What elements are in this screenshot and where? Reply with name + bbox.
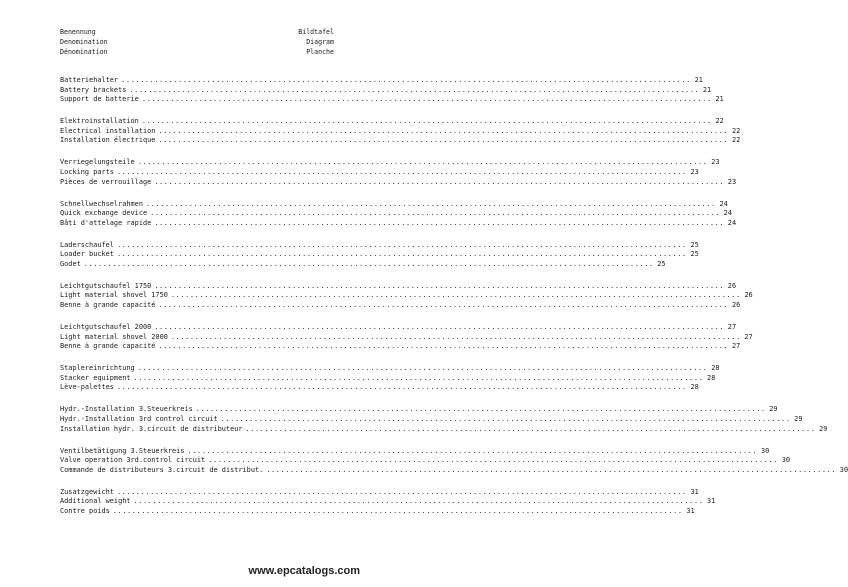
header-row <box>60 27 334 37</box>
toc-entry <box>60 199 728 210</box>
toc-entry <box>60 240 699 251</box>
entry-page-number: 28 <box>707 373 716 382</box>
dot-leader: ........................................................................................................................ <box>145 199 716 208</box>
toc-entry <box>60 301 741 311</box>
toc-entry <box>60 177 737 188</box>
toc-entry <box>60 424 828 435</box>
toc-entry <box>60 497 716 507</box>
header-label: Denomination <box>60 38 108 46</box>
entry-title: Installation hydr. 3.circuit de distributeur <box>60 424 243 433</box>
entry-page-number: 22 <box>715 117 724 126</box>
toc-entry <box>60 506 695 517</box>
entry-page-number: 31 <box>686 506 695 515</box>
watermark-text: www.epcatalogs.com <box>248 565 360 577</box>
toc-section <box>60 158 737 187</box>
entry-title: Support de batterie <box>60 95 139 104</box>
dot-leader: ........................................................................................................................ <box>154 323 725 332</box>
entry-title: Hydr.-Installation 3rd control circuit <box>60 414 218 423</box>
header-column-label: Bildtafel <box>298 28 334 36</box>
entry-page-number: 23 <box>690 167 699 176</box>
entry-page-number: 22 <box>731 126 741 135</box>
toc-section <box>60 487 716 517</box>
dot-leader: ........................................................................................................................ <box>129 85 700 94</box>
entry-title: Contre poids <box>60 506 110 515</box>
entry-page-number: 30 <box>760 446 770 455</box>
entry-page-number: 26 <box>744 291 753 300</box>
entry-title: Benne à grande capacité <box>60 301 156 310</box>
toc-entry <box>60 414 803 425</box>
entry-title: Hydr.-Installation 3.Steuerkreis <box>60 405 193 414</box>
dot-leader: ........................................................................................................................ <box>158 136 729 145</box>
toc-entry <box>60 250 699 260</box>
dot-leader: ........................................................................................................................ <box>121 76 691 84</box>
dot-leader: ........................................................................................................................ <box>154 218 725 227</box>
dot-leader: ........................................................................................................................ <box>208 456 779 465</box>
entry-title: Pièces de verrouillage <box>60 177 152 186</box>
dot-leader: ........................................................................................................................ <box>154 177 725 186</box>
toc-section <box>60 117 741 146</box>
dot-leader: ........................................................................................................................ <box>154 281 725 290</box>
dot-leader: ........................................................................................................................ <box>158 342 729 351</box>
dot-leader: ........................................................................................................................ <box>266 465 837 474</box>
entry-title: Godet <box>60 259 81 268</box>
dot-leader: ........................................................................................................................ <box>170 332 741 341</box>
dot-leader: ........................................................................................................................ <box>83 259 654 268</box>
entry-title: Valve operation 3rd.control circuit <box>60 456 206 465</box>
table-of-contents <box>60 76 848 529</box>
entry-title: Light material shovel 2000 <box>60 332 168 341</box>
dot-leader: ........................................................................................................................ <box>187 446 758 455</box>
dot-leader: ........................................................................................................................ <box>141 117 712 126</box>
dot-leader: ........................................................................................................................ <box>220 414 791 423</box>
toc-section <box>60 364 720 393</box>
entry-page-number: 26 <box>727 281 737 290</box>
entry-title: Loader bucket <box>60 250 114 259</box>
toc-entry <box>60 342 741 352</box>
entry-page-number: 31 <box>690 487 699 496</box>
entry-title: Ventilbetätigung 3.Steuerkreis <box>60 446 185 455</box>
entry-page-number: 23 <box>711 158 720 167</box>
entry-title: Leichtgutschaufel 1750 <box>60 281 152 290</box>
entry-page-number: 28 <box>711 364 720 373</box>
entry-page-number: 25 <box>657 259 666 268</box>
toc-section <box>60 199 737 229</box>
header-label: Benennung <box>60 28 96 36</box>
entry-title: Verriegelungsteile <box>60 158 135 167</box>
toc-entry <box>60 405 778 415</box>
toc-entry <box>60 95 724 105</box>
dot-leader: ........................................................................................................................ <box>133 497 704 506</box>
toc-entry <box>60 332 753 343</box>
entry-page-number: 28 <box>690 383 699 392</box>
toc-section <box>60 323 753 352</box>
entry-title: Locking parts <box>60 167 114 176</box>
entry-title: Installation électrique <box>60 136 156 145</box>
entry-title: Lève-palettes <box>60 383 114 392</box>
dot-leader: ........................................................................................................................ <box>116 250 687 259</box>
toc-section <box>60 405 828 434</box>
toc-entry <box>60 136 741 146</box>
entry-title: Laderschaufel <box>60 240 114 249</box>
entry-title: Leichtgutschaufel 2000 <box>60 323 152 332</box>
toc-entry <box>60 487 699 498</box>
entry-page-number: 29 <box>769 405 778 414</box>
entry-page-number: 21 <box>694 76 703 84</box>
toc-entry <box>60 218 737 229</box>
toc-entry <box>60 76 703 86</box>
entry-page-number: 30 <box>839 465 848 474</box>
entry-title: Electrical installation <box>60 126 156 135</box>
header-row <box>60 47 334 57</box>
toc-section <box>60 281 753 311</box>
entry-title: Benne à grande capacité <box>60 342 156 351</box>
entry-title: Battery brackets <box>60 85 127 94</box>
header-column-label: Diagram <box>306 38 334 46</box>
dot-leader: ........................................................................................................................ <box>170 291 741 300</box>
toc-section <box>60 76 724 105</box>
dot-leader: ........................................................................................................................ <box>141 95 712 104</box>
toc-entry <box>60 209 732 219</box>
toc-entry <box>60 323 737 333</box>
toc-entry <box>60 291 753 301</box>
entry-page-number: 21 <box>715 95 724 104</box>
dot-leader: ........................................................................................................................ <box>116 383 687 392</box>
entry-page-number: 26 <box>731 301 741 310</box>
dot-leader: ........................................................................................................................ <box>116 240 687 249</box>
entry-title: Bâti d'attelage rapide <box>60 218 152 227</box>
entry-title: Quick exchange device <box>60 209 148 218</box>
entry-page-number: 27 <box>731 342 741 351</box>
entry-title: Commande de distributeurs 3.circuit de distribut. <box>60 465 264 474</box>
dot-leader: ........................................................................................................................ <box>150 209 720 218</box>
toc-entry <box>60 364 720 374</box>
entry-page-number: 24 <box>723 209 732 218</box>
entry-page-number: 25 <box>690 250 699 259</box>
entry-page-number: 22 <box>731 136 741 145</box>
toc-entry <box>60 85 712 96</box>
toc-entry <box>60 126 741 137</box>
entry-page-number: 24 <box>719 199 728 208</box>
entry-title: Schnellwechselrahmen <box>60 199 143 208</box>
dot-leader: ........................................................................................................................ <box>158 301 729 310</box>
entry-page-number: 25 <box>690 240 699 249</box>
entry-title: Additional weight <box>60 497 131 506</box>
dot-leader: ........................................................................................................................ <box>116 167 687 176</box>
entry-title: Elektroinstallation <box>60 117 139 126</box>
toc-entry <box>60 281 737 292</box>
toc-entry <box>60 383 699 393</box>
entry-title: Staplereinrichtung <box>60 364 135 373</box>
toc-entry <box>60 456 791 466</box>
toc-entry <box>60 117 724 127</box>
toc-entry <box>60 465 848 476</box>
dot-leader: ........................................................................................................................ <box>195 405 766 414</box>
header-column-label: Planche <box>306 48 334 56</box>
entry-title: Batteriehalter <box>60 76 119 84</box>
toc-entry <box>60 373 716 384</box>
dot-leader: ........................................................................................................................ <box>137 364 708 373</box>
column-header <box>60 27 334 57</box>
entry-page-number: 24 <box>727 218 737 227</box>
dot-leader: ........................................................................................................................ <box>245 424 816 433</box>
dot-leader: ........................................................................................................................ <box>112 506 683 515</box>
header-row <box>60 37 334 47</box>
entry-page-number: 27 <box>727 323 737 332</box>
dot-leader: ........................................................................................................................ <box>116 487 687 496</box>
toc-section <box>60 446 848 476</box>
dot-leader: ........................................................................................................................ <box>137 158 708 167</box>
entry-title: Zusatzgewicht <box>60 487 114 496</box>
entry-title: Light material shovel 1750 <box>60 291 168 300</box>
entry-page-number: 31 <box>707 497 716 506</box>
entry-page-number: 21 <box>702 85 712 94</box>
toc-entry <box>60 158 720 168</box>
toc-section <box>60 240 699 270</box>
toc-entry <box>60 446 770 457</box>
dot-leader: ........................................................................................................................ <box>158 126 729 135</box>
toc-entry <box>60 259 666 270</box>
entry-page-number: 23 <box>727 177 737 186</box>
toc-entry <box>60 167 699 178</box>
dot-leader: ........................................................................................................................ <box>133 373 704 382</box>
entry-page-number: 29 <box>819 424 828 433</box>
entry-page-number: 29 <box>794 414 803 423</box>
entry-page-number: 30 <box>781 456 791 465</box>
header-label: Dénomination <box>60 48 108 56</box>
entry-page-number: 27 <box>744 332 753 341</box>
entry-title: Stacker equipment <box>60 373 131 382</box>
